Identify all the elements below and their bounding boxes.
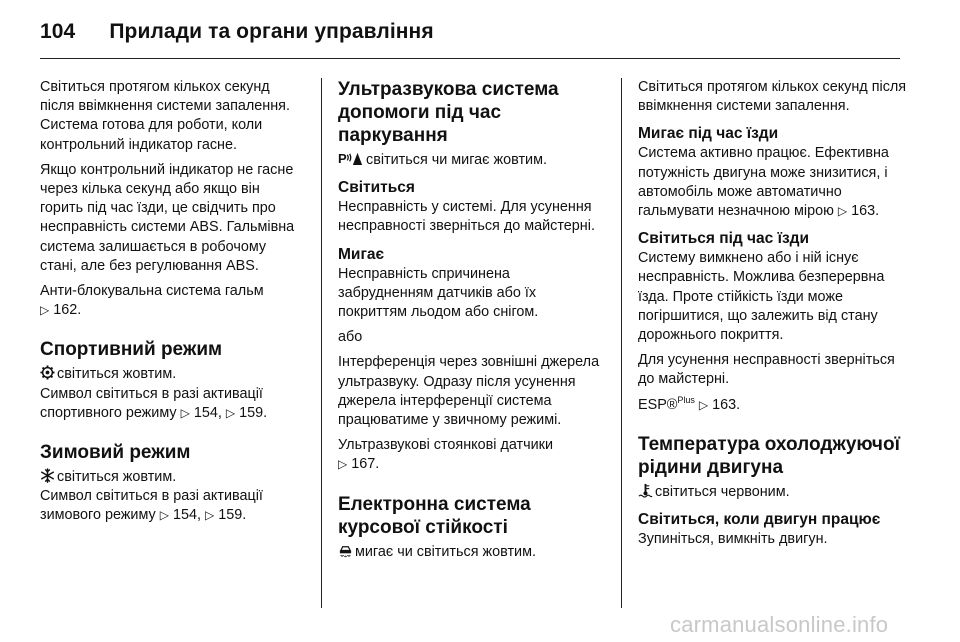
reference-arrow-icon: ▷ bbox=[338, 457, 348, 472]
column-divider bbox=[321, 78, 322, 608]
coolant-status bbox=[638, 483, 908, 502]
parking-blink-heading: Мигає bbox=[338, 245, 385, 263]
reference-arrow-icon: ▷ bbox=[40, 303, 50, 318]
reference-arrow-icon: ▷ bbox=[204, 508, 215, 523]
winter-mode-description: Символ світиться в разі активації зимового режиму bbox=[40, 488, 263, 524]
column-divider bbox=[621, 78, 622, 608]
esc-blink-text bbox=[638, 144, 908, 221]
reference-arrow-icon: ▷ bbox=[180, 405, 190, 420]
coolant-status-text: світиться червоним. bbox=[655, 483, 790, 500]
winter-mode-status bbox=[40, 468, 305, 487]
page-reference-link[interactable]: 163. bbox=[712, 396, 741, 413]
esc-blink-description: Система активно працює. Ефективна потужність двигуна може знизитися, і автомобіль може автоматично гальмувати незначною мірою bbox=[638, 145, 889, 220]
sport-mode-text bbox=[40, 385, 305, 423]
coolant-thermometer-icon bbox=[638, 483, 653, 498]
svg-text:P: P bbox=[338, 151, 347, 166]
esp-plus-superscript: Plus bbox=[677, 394, 695, 405]
esp-plus-label: ESP® bbox=[638, 396, 678, 413]
parking-sensors-reference bbox=[338, 436, 608, 474]
esc-status bbox=[338, 543, 608, 562]
page-reference-link[interactable]: 167. bbox=[351, 456, 380, 473]
parking-or-text: або bbox=[338, 329, 363, 346]
parking-assist-status bbox=[338, 151, 608, 170]
engine-running-heading: Світиться, коли двигун працює bbox=[638, 511, 881, 529]
column-left bbox=[40, 78, 305, 532]
reference-arrow-icon: ▷ bbox=[159, 508, 169, 523]
esc-service-text: Для усунення несправності зверніться до майстерні. bbox=[638, 352, 895, 388]
parking-blink-text: Несправність спричинена забрудненням датчиків або їх покриттям льодом або снігом. bbox=[338, 265, 539, 321]
abs-reference-text: Анти-блокувальна система гальм bbox=[40, 283, 264, 300]
page-number: 104 bbox=[40, 20, 76, 43]
watermark: carmanualsonline.info bbox=[670, 612, 889, 637]
parking-interference-text: Інтерференція через зовнішні джерела ультразвуку. Одразу після усунення джерела інтерференції система працюватиме у звичному режимі. bbox=[338, 354, 600, 429]
abs-lit-paragraph: Світиться протягом кількох секунд після ввімкнення системи запалення. Система готова для роботи, коли контрольний індикатор гасне. bbox=[40, 79, 290, 153]
coolant-heading: Температура охолоджуючої рідини двигуна bbox=[638, 433, 900, 478]
header-rule bbox=[40, 58, 900, 59]
parking-sensors-text: Ультразвукові стоянкові датчики bbox=[338, 437, 554, 454]
page-title: Прилади та органи управління bbox=[109, 20, 434, 43]
page-reference-link[interactable]: 163. bbox=[851, 203, 880, 220]
column-right bbox=[638, 78, 908, 555]
esc-status-text: мигає чи світиться жовтим. bbox=[355, 543, 536, 560]
sport-mode-status bbox=[40, 365, 305, 384]
parking-sensor-icon bbox=[338, 151, 364, 166]
snowflake-icon bbox=[40, 468, 55, 483]
page-reference-link[interactable]: 159. bbox=[239, 404, 268, 421]
page-reference-link[interactable]: 162. bbox=[53, 302, 82, 319]
column-middle bbox=[338, 78, 608, 568]
page-reference-link[interactable]: 154, bbox=[193, 404, 222, 421]
winter-mode-text bbox=[40, 487, 305, 525]
page-reference-link[interactable]: 159. bbox=[218, 507, 247, 524]
esc-lit-driving-text: Систему вимкнено або і ній існує несправність. Можлива безперервна їзда. Проте стійкість їзди може погіршитися, що залежить від стану дорожнього покриття. bbox=[638, 250, 885, 344]
sport-mode-heading: Спортивний режим bbox=[40, 339, 223, 361]
parking-assist-heading: Ультразвукова система допомоги під час паркування bbox=[338, 79, 559, 146]
reference-arrow-icon: ▷ bbox=[698, 397, 709, 412]
winter-mode-heading: Зимовий режим bbox=[40, 442, 191, 464]
page-header bbox=[40, 12, 434, 52]
sport-mode-status-text: світиться жовтим. bbox=[57, 366, 177, 383]
reference-arrow-icon: ▷ bbox=[225, 405, 236, 420]
esc-lit-driving-heading: Світиться під час їзди bbox=[638, 230, 810, 248]
reference-arrow-icon: ▷ bbox=[837, 204, 848, 219]
parking-lit-heading: Світиться bbox=[338, 179, 415, 197]
gear-sport-icon bbox=[40, 365, 55, 380]
engine-running-text: Зупиніться, вимкніть двигун. bbox=[638, 531, 828, 548]
abs-reference-paragraph bbox=[40, 282, 305, 320]
parking-assist-status-text: світиться чи мигає жовтим. bbox=[366, 152, 547, 168]
esc-lit-paragraph: Світиться протягом кількох секунд після ввімкнення системи запалення. bbox=[638, 79, 907, 115]
esc-blink-heading: Мигає під час їзди bbox=[638, 125, 779, 143]
skid-car-icon bbox=[338, 543, 353, 558]
esp-plus-reference bbox=[638, 396, 908, 415]
parking-lit-text: Несправність у системі. Для усунення несправності зверніться до майстерні. bbox=[338, 199, 595, 235]
winter-mode-status-text: світиться жовтим. bbox=[57, 469, 177, 486]
abs-fault-paragraph: Якщо контрольний індикатор не гасне через кілька секунд або якщо він горить під час їзди, це свідчить про несправність системи ABS. Гальмівна система залишається в робочому стані, але без регулювання ABS. bbox=[40, 161, 295, 274]
page-reference-link[interactable]: 154, bbox=[172, 507, 201, 524]
esc-heading: Електронна система курсової стійкості bbox=[338, 493, 531, 538]
sport-mode-description: Символ світиться в разі активації спортивного режиму bbox=[40, 385, 263, 421]
